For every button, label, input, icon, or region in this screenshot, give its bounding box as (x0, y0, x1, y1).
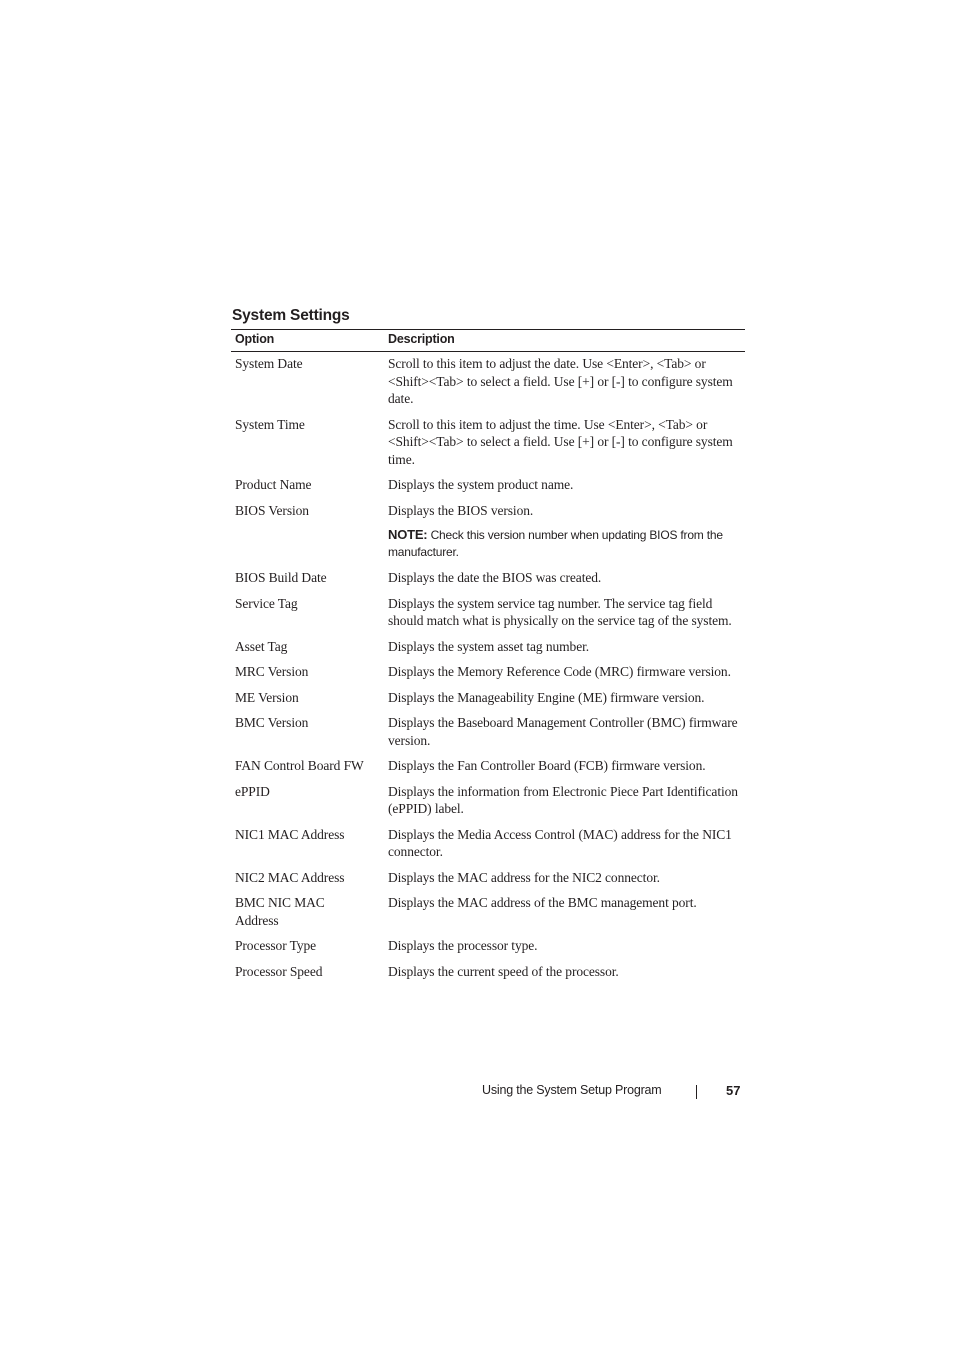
option-cell: BMC Version (235, 715, 309, 730)
option-cell: BIOS Version (235, 502, 309, 518)
table-row (231, 663, 745, 689)
description-cell: Displays the Media Access Control (MAC) address for the NIC1 connector. (388, 826, 732, 859)
option-cell: Processor Type (235, 938, 317, 953)
system-settings-table (231, 329, 745, 988)
table-row (231, 757, 745, 783)
page-number: 57 (726, 1083, 741, 1098)
note-label: NOTE: (388, 527, 428, 542)
table-row (231, 869, 745, 895)
description-cell: Displays the Baseboard Management Controller (BMC) firmware version. (388, 715, 738, 748)
option-cell: FAN Control Board FW (235, 758, 364, 773)
description-cell (384, 502, 745, 570)
footer-separator (696, 1085, 697, 1099)
option-cell: BMC NIC MAC Address (235, 895, 325, 928)
option-cell: Asset Tag (235, 638, 288, 654)
table-row (231, 783, 745, 826)
description-cell: Displays the processor type. (388, 938, 538, 953)
description-cell: Displays the MAC address for the NIC2 connector. (388, 869, 660, 885)
description-cell: Scroll to this item to adjust the time. Use <Enter>, <Tab> or <Shift><Tab> to select a field. Use [+] or [-] to configure system time. (388, 416, 733, 467)
section-title: System Settings (232, 307, 350, 324)
table-row (231, 416, 745, 477)
table-row (231, 352, 745, 416)
table-row (231, 638, 745, 664)
table-row (231, 937, 745, 963)
table-header (231, 330, 745, 352)
option-cell: ePPID (235, 783, 270, 799)
option-cell: MRC Version (235, 664, 309, 679)
description-cell: Displays the Manageability Engine (ME) firmware version. (388, 689, 705, 705)
table-row (231, 826, 745, 869)
table-header-row (231, 330, 745, 352)
table-row (231, 689, 745, 715)
description-cell: Displays the Memory Reference Code (MRC) firmware version. (388, 664, 731, 679)
description-cell: Displays the information from Electronic Piece Part Identification (ePPID) label. (388, 783, 738, 816)
table-row (231, 569, 745, 595)
table-row (231, 476, 745, 502)
description-cell: Displays the Fan Controller Board (FCB) firmware version. (388, 758, 706, 773)
option-cell: ME Version (235, 689, 299, 705)
description-text: Displays the BIOS version. (388, 502, 534, 518)
option-cell: NIC2 MAC Address (235, 869, 345, 885)
column-header-option: Option (231, 330, 384, 352)
note-text: Check this version number when updating BIOS from the manufacturer. (388, 528, 723, 559)
description-cell: Displays the current speed of the processor. (388, 963, 619, 979)
table-row (231, 714, 745, 757)
footer-text: Using the System Setup Program (482, 1083, 662, 1097)
table-row (231, 595, 745, 638)
description-cell: Displays the system asset tag number. (388, 638, 590, 654)
table-body (231, 352, 745, 989)
option-cell: NIC1 MAC Address (235, 826, 345, 842)
description-cell: Displays the system service tag number. The service tag field should match what is physically on the service tag of the system. (388, 595, 732, 628)
option-cell: Processor Speed (235, 963, 323, 979)
note (388, 526, 741, 561)
option-cell: System Date (235, 356, 303, 371)
table-row (231, 963, 745, 989)
description-cell: Displays the MAC address of the BMC management port. (388, 895, 697, 910)
table-row (231, 502, 745, 570)
description-cell: Displays the date the BIOS was created. (388, 570, 602, 585)
option-cell: BIOS Build Date (235, 570, 327, 585)
option-cell: Service Tag (235, 595, 298, 611)
table-row (231, 894, 745, 937)
option-cell: Product Name (235, 477, 312, 492)
description-cell: Scroll to this item to adjust the date. Use <Enter>, <Tab> or <Shift><Tab> to select a field. Use [+] or [-] to configure system date. (388, 356, 733, 406)
column-header-description: Description (384, 330, 745, 352)
option-cell: System Time (235, 416, 305, 432)
description-cell: Displays the system product name. (388, 477, 574, 492)
